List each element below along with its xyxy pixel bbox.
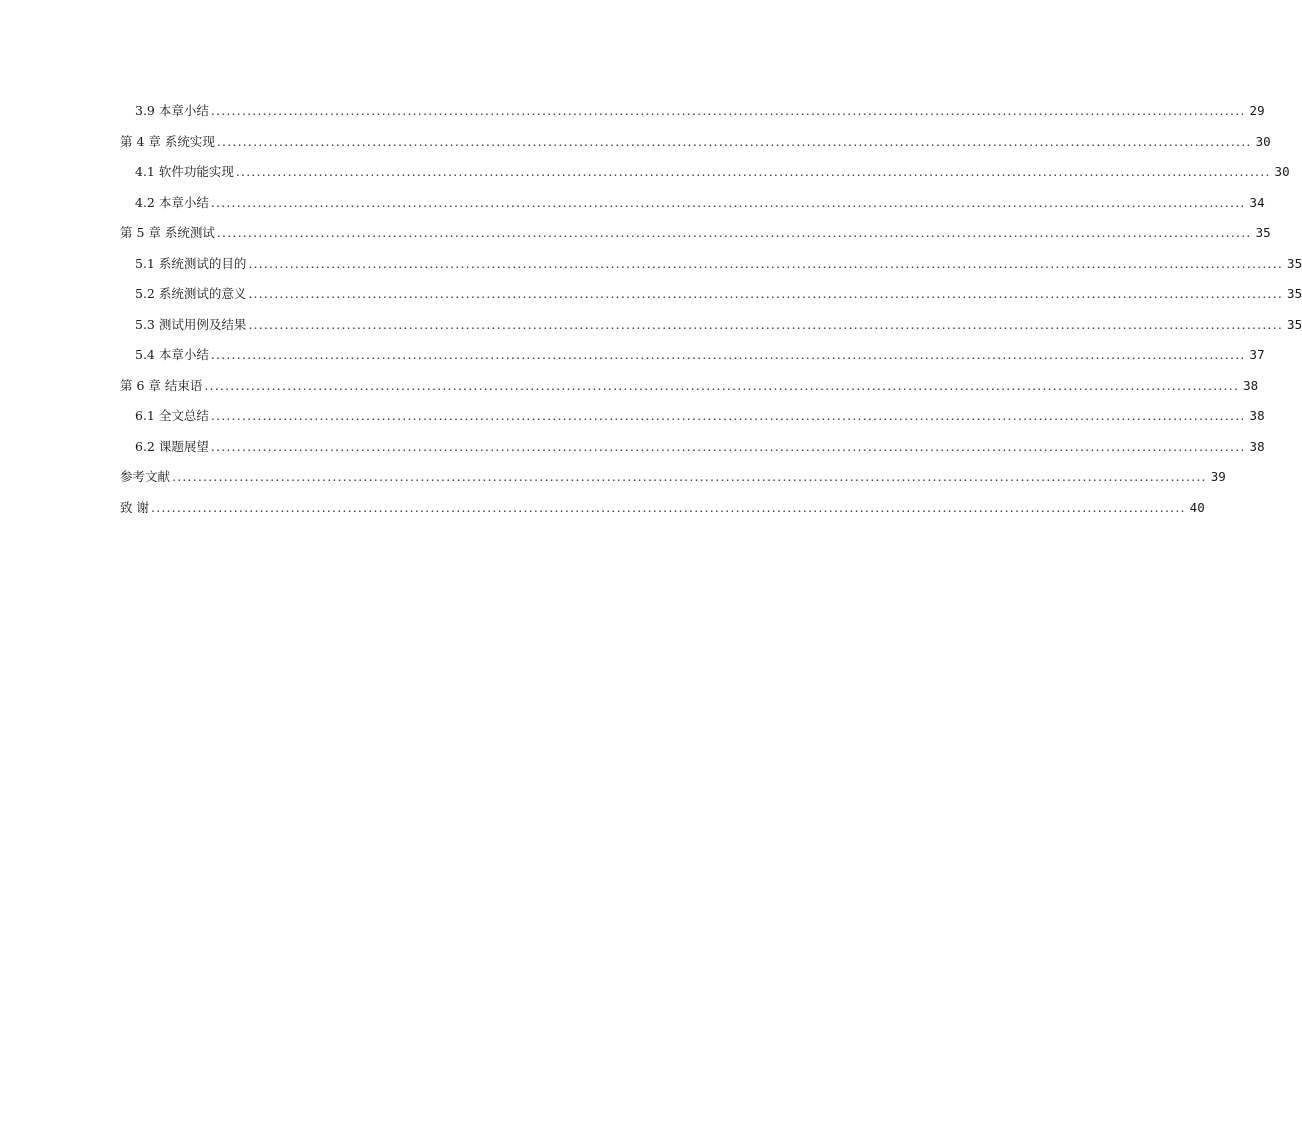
table-of-contents — [120, 96, 1302, 523]
toc-entry-title: 5.1 系统测试的目的 — [135, 255, 247, 271]
toc-dot-leader: ........................................................................................................................................................................................................ — [248, 286, 1284, 301]
toc-entry-title: 4.2 本章小结 — [135, 194, 209, 210]
toc-entry-title: 4.1 软件功能实现 — [135, 164, 234, 179]
toc-entry-page: 38 — [1249, 438, 1265, 454]
toc-dot-leader: ........................................................................................................................................................................................................ — [216, 133, 1252, 149]
toc-entry[interactable] — [120, 371, 1259, 402]
toc-dot-leader: ........................................................................................................................................................................................................ — [210, 103, 1246, 118]
toc-entry-title: 致 谢 — [120, 499, 149, 515]
toc-dot-leader: ........................................................................................................................................................................................................ — [248, 316, 1284, 332]
toc-entry[interactable] — [120, 157, 1290, 188]
toc-entry[interactable] — [120, 401, 1265, 432]
toc-dot-leader: ........................................................................................................................................................................................................ — [210, 194, 1246, 210]
toc-entry-page: 30 — [1255, 133, 1271, 149]
toc-dot-leader: ........................................................................................................................................................................................................ — [235, 164, 1271, 179]
toc-entry-page: 35 — [1287, 316, 1302, 332]
toc-dot-leader: ........................................................................................................................................................................................................ — [204, 377, 1240, 393]
toc-entry[interactable] — [120, 493, 1205, 524]
toc-entry-page: 38 — [1243, 377, 1259, 393]
toc-dot-leader: ........................................................................................................................................................................................................ — [210, 347, 1246, 362]
toc-entry[interactable] — [120, 310, 1302, 341]
toc-entry-page: 40 — [1189, 499, 1205, 515]
toc-entry-title: 第 4 章 系统实现 — [120, 133, 215, 149]
toc-entry[interactable] — [120, 127, 1271, 158]
toc-entry-title: 参考文献 — [120, 469, 171, 484]
toc-dot-leader: ........................................................................................................................................................................................................ — [150, 499, 1186, 515]
toc-entry-page: 35 — [1287, 286, 1302, 301]
toc-entry[interactable] — [120, 218, 1271, 249]
toc-entry-page: 30 — [1274, 164, 1290, 179]
toc-entry-page: 35 — [1255, 225, 1271, 240]
toc-entry[interactable] — [120, 432, 1265, 463]
toc-entry-title: 5.3 测试用例及结果 — [135, 316, 247, 332]
toc-entry-title: 5.2 系统测试的意义 — [135, 286, 247, 301]
toc-entry-page: 39 — [1210, 469, 1226, 484]
toc-entry[interactable] — [120, 96, 1265, 127]
toc-entry-title: 6.2 课题展望 — [135, 438, 209, 454]
toc-entry[interactable] — [120, 279, 1302, 310]
toc-entry[interactable] — [120, 249, 1302, 280]
toc-entry-title: 5.4 本章小结 — [135, 347, 209, 362]
toc-entry[interactable] — [120, 188, 1265, 219]
toc-entry-page: 35 — [1287, 255, 1302, 271]
toc-entry-title: 第 6 章 结束语 — [120, 377, 203, 393]
toc-entry[interactable] — [120, 462, 1226, 493]
toc-entry-title: 3.9 本章小结 — [135, 103, 209, 118]
toc-entry-page: 37 — [1249, 347, 1265, 362]
toc-dot-leader: ........................................................................................................................................................................................................ — [216, 225, 1252, 240]
toc-entry-title: 第 5 章 系统测试 — [120, 225, 215, 240]
toc-entry-page: 29 — [1249, 103, 1265, 118]
toc-dot-leader: ........................................................................................................................................................................................................ — [210, 408, 1246, 423]
toc-entry-title: 6.1 全文总结 — [135, 408, 209, 423]
toc-entry-page: 38 — [1249, 408, 1265, 423]
toc-dot-leader: ........................................................................................................................................................................................................ — [210, 438, 1246, 454]
toc-entry[interactable] — [120, 340, 1265, 371]
toc-entry-page: 34 — [1249, 194, 1265, 210]
toc-dot-leader: ........................................................................................................................................................................................................ — [248, 255, 1284, 271]
toc-dot-leader: ........................................................................................................................................................................................................ — [172, 469, 1207, 484]
